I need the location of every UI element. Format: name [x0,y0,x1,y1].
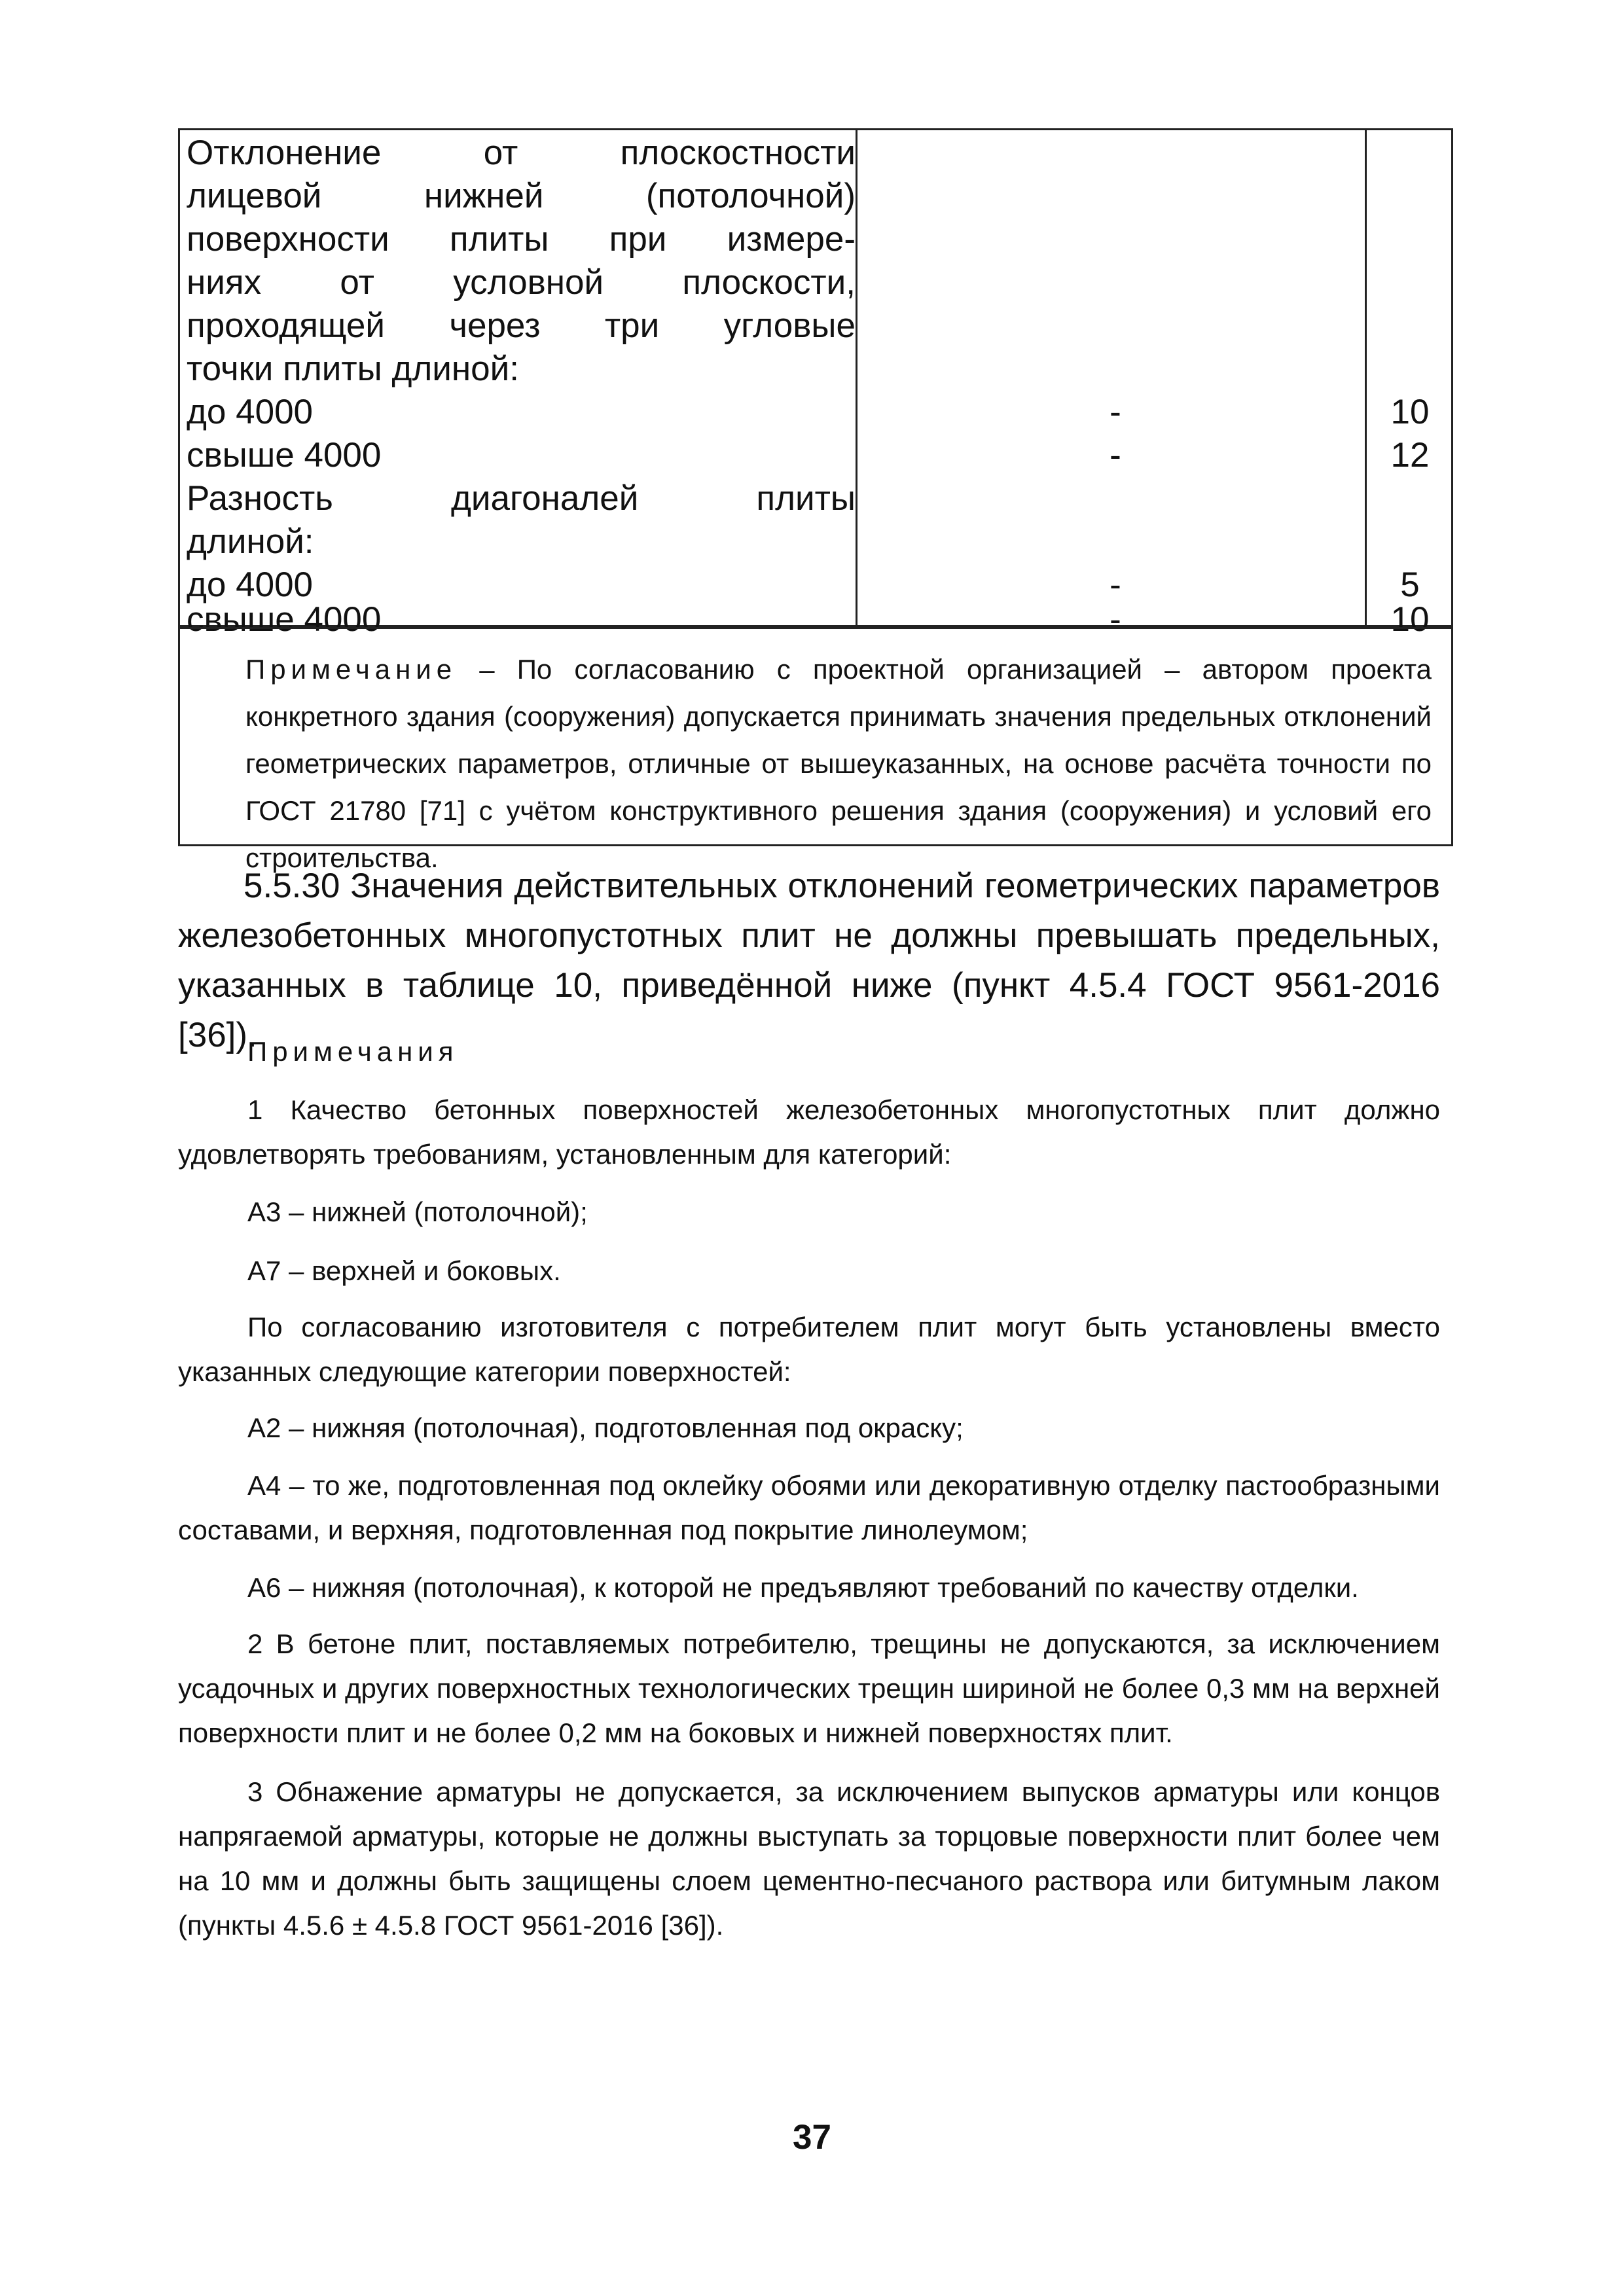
note-1-category-a7: А7 – верхней и боковых. [247,1255,561,1286]
table-note-box [178,627,1453,873]
note-1-category-a4: А4 – то же, подготовленная под оклейку обоями или декоративную отделку пастообразными составами, и верхняя, подготовленная под покрытие линолеумом; [178,1470,1440,1545]
note-1-category-a2: А2 – нижняя (потолочная), подготовленная под окраску; [247,1412,964,1443]
table-cell-value: 10 [1390,393,1430,431]
table-cell-value: - [1110,436,1121,475]
table-cell-desc: до 4000 [187,565,314,604]
note-1-category-a6: А6 – нижняя (потолочная), к которой не предъявляют требований по качеству отделки. [247,1572,1359,1603]
note-1-agreement: По согласованию изготовителя с потребителем плит могут быть установлены вместо указанных следующие категории поверхностей: [178,1312,1440,1387]
note-3: 3 Обнажение арматуры не допускается, за исключением выпусков арматуры или концов напрягаемой арматуры, которые не должны выступать за торцовые поверхности плит более чем на 10 мм и должны быть защищены слоем цементно-песчаного раствора или битумным лаком (пункты 4.5.6 ± 4.5.8 ГОСТ 9561-2016 [36]). [178,1776,1440,1941]
table-cell-value: 5 [1400,565,1420,604]
page-number: 37 [793,2118,831,2157]
table-cell-value: - [1110,600,1121,639]
table-cell-value: - [1110,565,1121,604]
table-divider [1365,130,1367,625]
note-2: 2 В бетоне плит, поставляемых потребителю, трещины не допускаются, за исключением усадочных и других поверхностных технологических трещин шириной не более 0,3 мм на верхней поверхности плит и не более 0,2 мм на боковых и нижней поверхностях плит. [178,1628,1440,1748]
tolerance-table [178,128,1453,639]
table-cell-value: - [1110,393,1121,431]
table-cell-desc: свыше 4000 [187,436,382,475]
clause-5-5-30: 5.5.30 Значения действительных отклонений геометрических параметров железобетонных многопустотных плит не должны превышать предельных, указанных в таблице 10, приведённой ниже (пункт 4.5.4 ГОСТ 9561-2016 [36]). [178,867,1440,1054]
note-1-category-a3: А3 – нижней (потолочной); [247,1196,588,1227]
table-divider [856,130,857,625]
table-note-text: – По согласованию с проектной организацией – автором проекта конкретного здания (сооружения) допускается принимать значения предельных отклонений геометрических параметров, отличные от вышеуказанных, на основе расчёта точности по ГОСТ 21780 [71] с учётом конструктивного решения здания (сооружения) и условий его строительства. [245,654,1432,873]
note-1: 1 Качество бетонных поверхностей железобетонных многопустотных плит должно удовлетворять требованиям, установленным для категорий: [178,1094,1440,1170]
table-cell-value: 10 [1390,600,1430,639]
table-row-diagonals-desc: Разность диагоналей плиты длиной: [187,479,856,561]
table-cell-desc: до 4000 [187,393,314,431]
table-cell-value: 12 [1390,436,1430,475]
table-row-flatness-desc: Отклонение от плоскостности лицевой нижней (потолочной) поверхности плиты при измере- ниях от условной плоскости, проходящей через три угловые точки плиты длиной: [187,134,856,388]
table-cell-desc: свыше 4000 [187,600,382,639]
table-note-label: Примечание [245,654,458,685]
notes-title: Примечания [247,1036,459,1067]
table-note [245,646,1432,882]
